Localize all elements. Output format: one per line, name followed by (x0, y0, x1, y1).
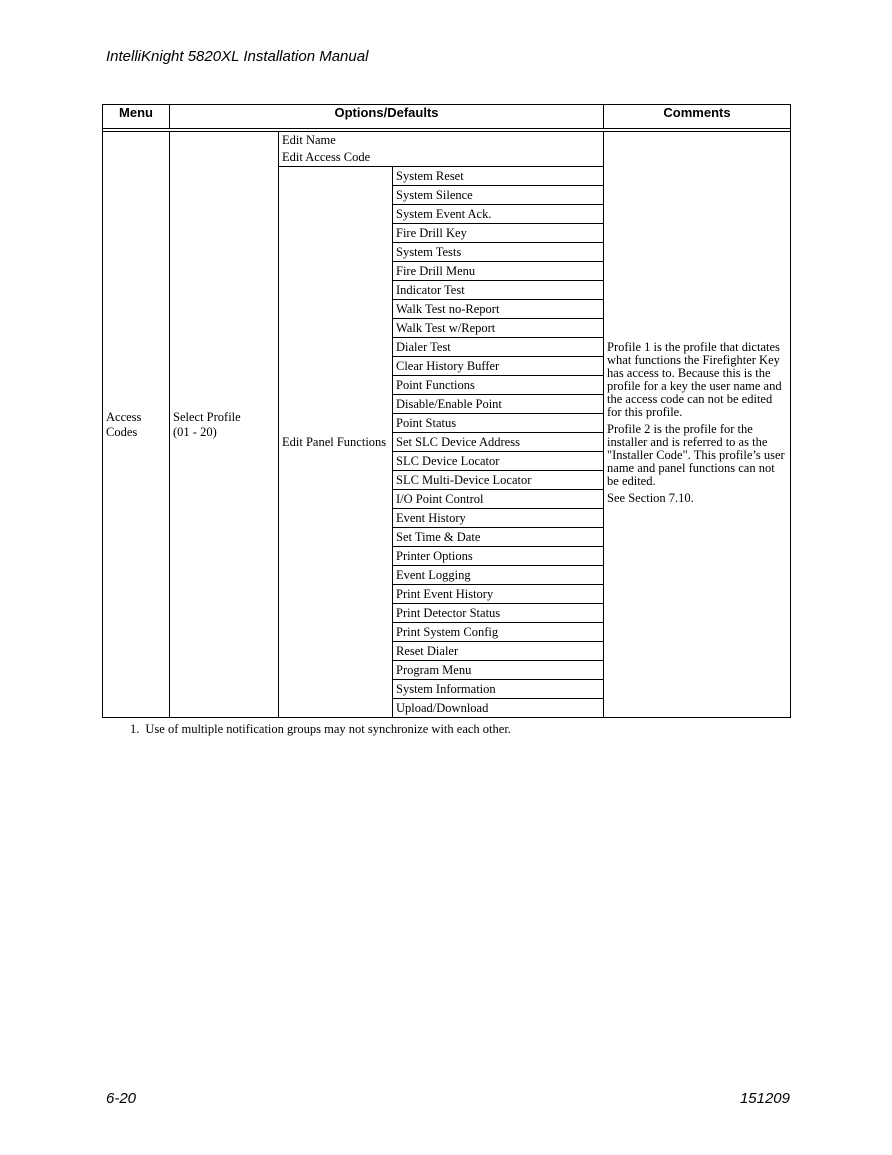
menu-label-line1: Access (106, 409, 142, 424)
footer-page-number: 6-20 (106, 1090, 137, 1107)
panel-function-item: Program Menu (393, 661, 604, 680)
panel-function-item: I/O Point Control (393, 490, 604, 509)
panel-function-item: Print Detector Status (393, 604, 604, 623)
panel-function-item: Clear History Buffer (393, 357, 604, 376)
select-profile-cell (170, 132, 279, 718)
panel-function-item: System Reset (393, 167, 604, 186)
panel-function-item: Printer Options (393, 547, 604, 566)
panel-function-item: Fire Drill Key (393, 224, 604, 243)
menu-cell (103, 132, 170, 718)
document-header-title: IntelliKnight 5820XL Installation Manual (106, 48, 369, 65)
panel-function-item: Print System Config (393, 623, 604, 642)
panel-function-item: Walk Test no-Report (393, 300, 604, 319)
footnote-number: 1. (130, 722, 140, 736)
table-header-row (103, 105, 791, 129)
panel-function-item: Dialer Test (393, 338, 604, 357)
panel-function-item: Indicator Test (393, 281, 604, 300)
table-row (103, 132, 791, 167)
comment-profile-2: Profile 2 is the profile for the installer and is referred to as the "Installer Code". This profile’s user name and panel functions can not be edited. (607, 421, 785, 488)
access-codes-table (102, 104, 791, 718)
panel-function-item: Fire Drill Menu (393, 262, 604, 281)
panel-function-item: Upload/Download (393, 699, 604, 718)
panel-function-item: System Tests (393, 243, 604, 262)
panel-function-item: SLC Multi-Device Locator (393, 471, 604, 490)
panel-function-item: Set Time & Date (393, 528, 604, 547)
header-comments: Comments (604, 105, 791, 129)
select-profile-label: Select Profile (173, 409, 241, 424)
select-profile-range: (01 - 20) (173, 424, 217, 439)
panel-function-item: Walk Test w/Report (393, 319, 604, 338)
plain-options-cell (279, 132, 604, 167)
panel-function-item: Disable/Enable Point (393, 395, 604, 414)
panel-function-item: SLC Device Locator (393, 452, 604, 471)
header-menu: Menu (103, 105, 170, 129)
comment-see-section: See Section 7.10. (607, 490, 694, 505)
footer-document-number: 151209 (739, 1090, 790, 1107)
comment-profile-1: Profile 1 is the profile that dictates what functions the Firefighter Key has access to. Because this is the profile for a key the user name and the access code can not be edited for this profile. (607, 339, 782, 419)
panel-function-item: Set SLC Device Address (393, 433, 604, 452)
panel-function-item: Event Logging (393, 566, 604, 585)
panel-function-item: Event History (393, 509, 604, 528)
panel-function-item: System Silence (393, 186, 604, 205)
panel-function-item: System Event Ack. (393, 205, 604, 224)
group-label-cell: Edit Panel Functions (279, 167, 393, 718)
menu-label-line2: Codes (106, 424, 138, 439)
comments-cell (604, 132, 791, 718)
panel-function-item: Reset Dialer (393, 642, 604, 661)
panel-function-item: Point Functions (393, 376, 604, 395)
table-body (103, 132, 791, 718)
panel-function-item: Print Event History (393, 585, 604, 604)
option-edit-name: Edit Name (282, 133, 336, 147)
panel-function-item: System Information (393, 680, 604, 699)
option-edit-access-code: Edit Access Code (282, 150, 371, 164)
header-options-defaults: Options/Defaults (170, 105, 604, 129)
footnote (130, 722, 511, 737)
panel-function-item: Point Status (393, 414, 604, 433)
footnote-text: Use of multiple notification groups may not synchronize with each other. (145, 722, 511, 736)
